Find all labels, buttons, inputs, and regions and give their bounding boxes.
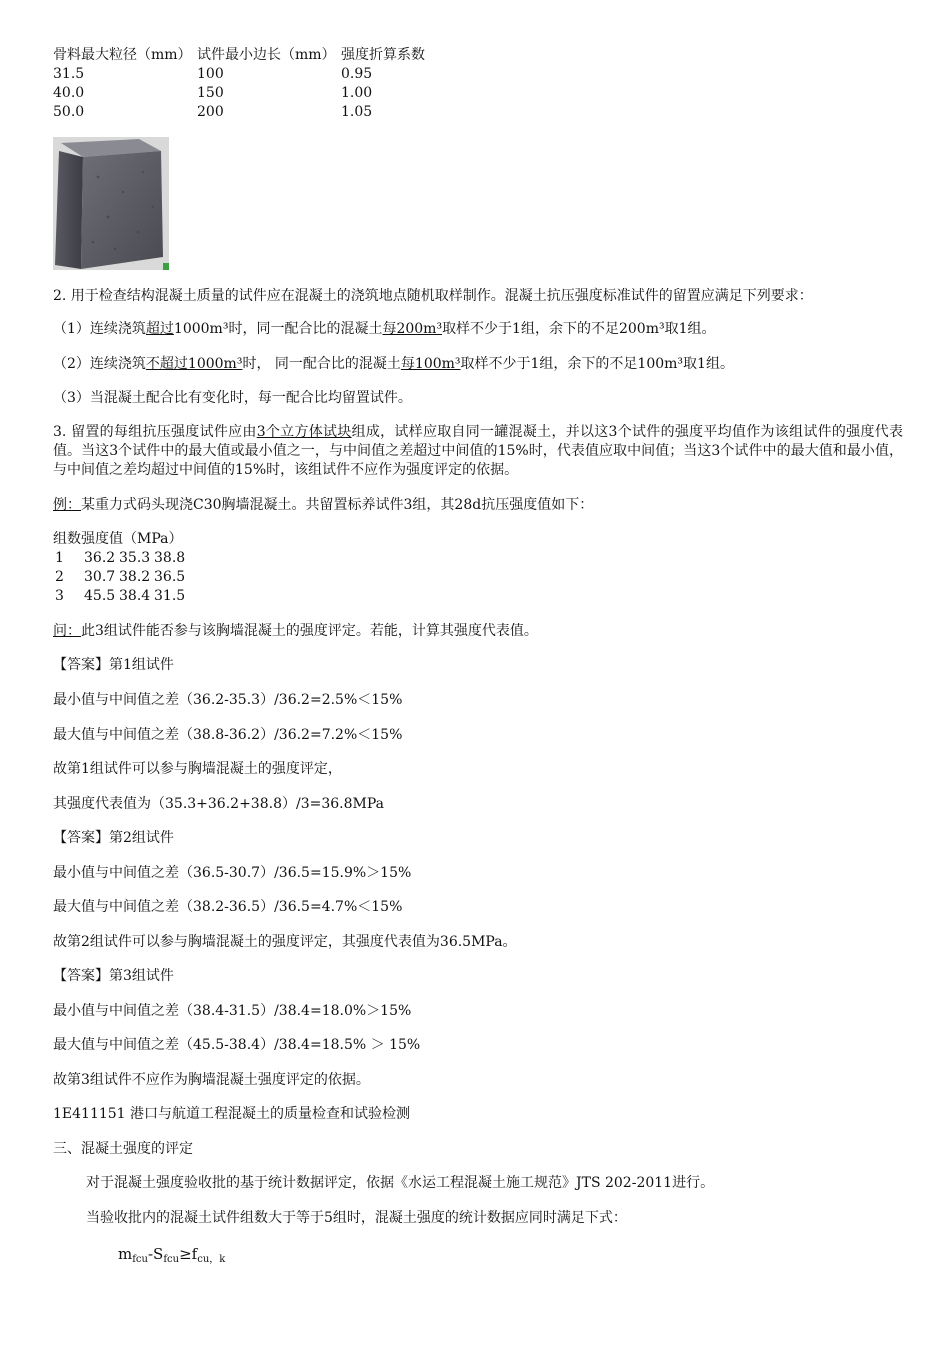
- statistic-paragraph-1: 对于混凝土强度验收批的基于统计数据评定，依据《水运工程混凝土施工规范》JTS 202-2011进行。: [86, 1175, 715, 1191]
- table2-header: 组数强度值（MPa）: [53, 531, 183, 547]
- answer-line: 其强度代表值为（35.3+36.2+38.8）/3=36.8MPa: [53, 796, 384, 812]
- example-line: 例：某重力式码头现浇C30胸墙混凝土。共留置标养试件3组，其28d抗压强度值如下：: [53, 497, 594, 513]
- section-heading: 三、混凝土强度的评定: [53, 1141, 193, 1157]
- table1-cell: 1.00: [341, 85, 373, 101]
- table1-cell: 50.0: [53, 104, 85, 120]
- section-code-title: 1E411151 港口与航道工程混凝土的质量检查和试验检测: [53, 1106, 411, 1122]
- question-line: 问：此3组试件能否参与该胸墙混凝土的强度评定。若能，计算其强度代表值。: [53, 623, 538, 639]
- table2-cell: 36.2: [84, 550, 116, 566]
- table2-cell: 38.4: [119, 588, 151, 604]
- table1-cell: 150: [197, 85, 224, 101]
- requirement-3: （3）当混凝土配合比有变化时，每一配合比均留置试件。: [53, 390, 412, 406]
- answer-line: 最大值与中间值之差（38.8-36.2）/36.2=7.2%＜15%: [53, 727, 403, 743]
- answer-line: 最小值与中间值之差（36.5-30.7）/36.5=15.9%＞15%: [53, 865, 412, 881]
- table1-cell: 40.0: [53, 85, 85, 101]
- table2-cell: 38.8: [154, 550, 186, 566]
- table2-cell: 35.3: [119, 550, 151, 566]
- answer-line: 最大值与中间值之差（45.5-38.4）/38.4=18.5% ＞ 15%: [53, 1037, 421, 1053]
- table1-cell: 200: [197, 104, 224, 120]
- answer-line: 最大值与中间值之差（38.2-36.5）/36.5=4.7%＜15%: [53, 899, 403, 915]
- answer-line: 最小值与中间值之差（38.4-31.5）/38.4=18.0%＞15%: [53, 1003, 412, 1019]
- table2-cell: 2: [55, 569, 64, 585]
- answer-line: 故第3组试件不应作为胸墙混凝土强度评定的依据。: [53, 1072, 370, 1088]
- table2-cell: 1: [55, 550, 64, 566]
- requirement-1: （1）连续浇筑超过1000m³时，同一配合比的混凝土每200m³取样不少于1组，余下的不足200m³取1组。: [53, 321, 716, 337]
- table2-cell: 45.5: [84, 588, 116, 604]
- table2-cell: 36.5: [154, 569, 186, 585]
- paragraph-3: 3. 留置的每组抗压强度试件应由3个立方体试块组成，试样应取自同一罐混凝土，并以这3个试件的强度平均值作为该组试件的强度代表值。当这3个试件中的最大值或最小值之一，与中间值之差超过中间值的15%时，代表值应取中间值；当这3个试件中的最大值和最小值，与中间值之差均超过中间值的15%时，该组试件不应作为强度评定的依据。: [53, 424, 904, 478]
- answer-heading: 【答案】第2组试件: [53, 830, 174, 846]
- answer-line: 故第2组试件可以参与胸墙混凝土的强度评定，其强度代表值为36.5MPa。: [53, 934, 517, 950]
- table1-header-edge: 试件最小边长（mm）: [197, 47, 336, 63]
- table1-cell: 100: [197, 66, 224, 82]
- table1-header-aggregate: 骨料最大粒径（mm）: [53, 47, 192, 63]
- table2-cell: 31.5: [154, 588, 186, 604]
- table1-header-factor: 强度折算系数: [341, 47, 425, 63]
- requirement-2: （2）连续浇筑不超过1000m³时， 同一配合比的混凝土每100m³取样不少于1组，余下的不足100m³取1组。: [53, 356, 734, 372]
- formula: $m_{fcu}-S_{fcu}\ge f_{cu,k}$: [118, 1245, 226, 1265]
- table1-cell: 31.5: [53, 66, 85, 82]
- table2-cell: 3: [55, 588, 64, 604]
- answer-heading: 【答案】第1组试件: [53, 657, 174, 673]
- answer-line: 最小值与中间值之差（36.2-35.3）/36.2=2.5%＜15%: [53, 692, 403, 708]
- concrete-cube-photo: [53, 137, 169, 270]
- paragraph-2: 2. 用于检查结构混凝土质量的试件应在混凝土的浇筑地点随机取样制作。混凝土抗压强度标准试件的留置应满足下列要求：: [53, 288, 813, 304]
- table2-cell: 38.2: [119, 569, 151, 585]
- table1-cell: 1.05: [341, 104, 373, 120]
- statistic-paragraph-2: 当验收批内的混凝土试件组数大于等于5组时，混凝土强度的统计数据应同时满足下式：: [86, 1210, 627, 1226]
- table1-cell: 0.95: [341, 66, 373, 82]
- table2-cell: 30.7: [84, 569, 116, 585]
- answer-line: 故第1组试件可以参与胸墙混凝土的强度评定，: [53, 761, 342, 777]
- answer-heading: 【答案】第3组试件: [53, 968, 174, 984]
